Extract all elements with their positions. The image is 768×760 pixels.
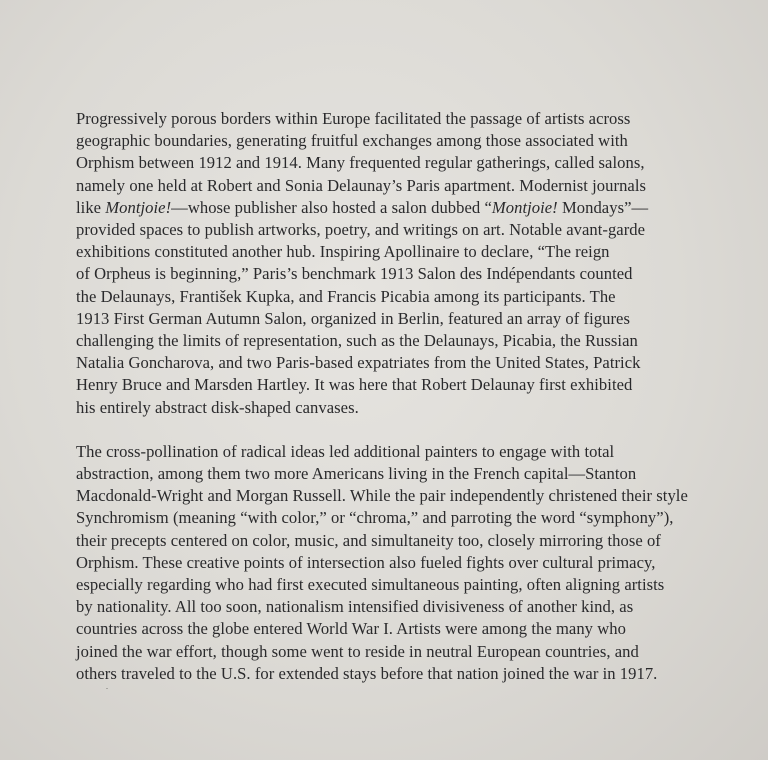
text-line: Progressively porous borders within Europe facilitated the passage of artists across xyxy=(76,109,631,128)
text-line: their precepts centered on color, music, and simultaneity too, closely mirroring those of xyxy=(76,530,661,550)
paragraph-2 xyxy=(76,441,716,685)
wall-speck xyxy=(106,688,108,689)
text-line: countries across the globe entered World War I. Artists were among the many who xyxy=(76,619,626,639)
text-line: challenging the limits of representation, such as the Delaunays, Picabia, the Russian xyxy=(76,331,638,351)
text-line: especially regarding who had first executed simultaneous painting, often aligning artists xyxy=(76,575,665,595)
text-fragment: Mondays”— xyxy=(557,197,649,217)
paragraph-1 xyxy=(76,108,716,419)
text-line: 1913 First German Autumn Salon, organized in Berlin, featured an array of figures xyxy=(76,308,630,328)
text-line: by nationality. All too soon, nationalism intensified divisiveness of another kind, as xyxy=(76,597,634,617)
text-fragment: —whose publisher also hosted a salon dubbed “ xyxy=(171,197,492,217)
text-line: Natalia Goncharova, and two Paris-based expatriates from the United States, Patrick xyxy=(76,353,641,373)
text-line: his entirely abstract disk-shaped canvases. xyxy=(76,397,359,417)
text-line: abstraction, among them two more Americans living in the French capital—Stanton xyxy=(76,464,637,484)
text-line: the Delaunays, František Kupka, and Francis Picabia among its participants. The xyxy=(76,286,616,306)
wall-text-panel xyxy=(76,108,716,685)
text-line: Orphism. These creative points of intersection also fueled fights over cultural primacy, xyxy=(76,552,656,572)
text-line: of Orpheus is beginning,” Paris’s benchmark 1913 Salon des Indépendants counted xyxy=(76,264,633,284)
text-line: provided spaces to publish artworks, poetry, and writings on art. Notable avant-garde xyxy=(76,220,646,240)
text-line: The cross-pollination of radical ideas led additional painters to engage with total xyxy=(76,441,615,461)
journal-title-italic: Montjoie! xyxy=(491,197,558,217)
text-line: namely one held at Robert and Sonia Delaunay’s Paris apartment. Modernist journals xyxy=(76,175,646,195)
text-line: others traveled to the U.S. for extended stays before that nation joined the war in 1917. xyxy=(76,663,658,683)
text-line: Macdonald-Wright and Morgan Russell. While the pair independently christened their style xyxy=(76,486,688,506)
text-line: Henry Bruce and Marsden Hartley. It was here that Robert Delaunay first exhibited xyxy=(76,375,633,395)
text-line: exhibitions constituted another hub. Inspiring Apollinaire to declare, “The reign xyxy=(76,242,610,262)
text-line: Synchromism (meaning “with color,” or “chroma,” and parroting the word “symphony”), xyxy=(76,508,674,528)
journal-title-italic: Montjoie! xyxy=(105,197,172,217)
text-fragment: like xyxy=(76,197,106,217)
text-line-with-italics xyxy=(76,197,716,219)
text-line: joined the war effort, though some went to reside in neutral European countries, and xyxy=(76,641,639,661)
text-line: geographic boundaries, generating fruitful exchanges among those associated with xyxy=(76,131,628,151)
text-line: Orphism between 1912 and 1914. Many frequented regular gatherings, called salons, xyxy=(76,153,645,173)
